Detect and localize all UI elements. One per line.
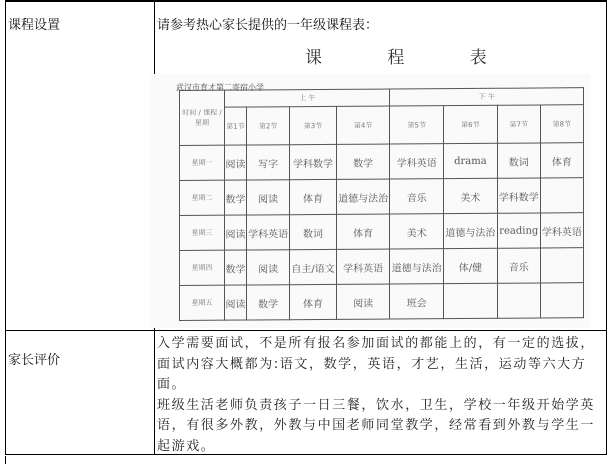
parent-evaluation-label: 家长评价 [8,353,61,368]
class-cell [540,178,583,213]
class-cell: 数词 [497,143,540,178]
day-label: 星期四 [180,250,225,285]
class-cell: reading [497,213,540,248]
class-cell: 学科英语 [247,215,290,250]
school-name: 武汉市育才第二寄宿小学 [176,83,264,92]
course-intro-text: 请参考热心家长提供的一年级课程表： [157,18,379,33]
period-header: 第6节 [444,105,498,143]
class-cell [540,283,583,318]
class-cell: 美术 [390,214,444,249]
class-cell: 体育 [540,143,583,178]
class-cell [444,283,498,318]
class-cell: 学科英语 [390,144,444,179]
parent-evaluation-text [157,334,602,457]
class-cell: 音乐 [497,248,540,283]
class-cell: 道德与法治 [390,249,444,284]
class-cell: 音乐 [390,179,444,214]
schedule-row [180,248,584,286]
class-cell: 阅读 [225,145,247,180]
class-cell: 学科数学 [290,144,337,179]
day-label: 星期一 [180,145,225,180]
class-cell: 写字 [247,145,290,180]
period-header: 第4节 [336,106,390,144]
period-header: 第8节 [540,105,583,143]
afternoon-header: 下 午 [390,88,584,106]
class-cell: 道德与法治 [444,213,498,248]
class-cell: 数学 [225,250,247,285]
class-cell: 阅读 [247,180,290,215]
class-cell [540,248,583,283]
class-cell: 阅读 [225,285,247,320]
class-cell: 道德与法治 [336,179,390,214]
class-cell: 体育 [290,284,337,319]
class-cell: 学科数学 [497,178,540,213]
day-label: 星期三 [180,215,225,250]
schedule-row [180,143,584,181]
schedule-row [180,213,584,251]
class-cell [497,283,540,318]
period-header: 第1节 [225,107,247,145]
class-cell: 体育 [290,179,337,214]
class-cell: 数词 [290,214,337,249]
day-label: 星期二 [180,180,225,215]
class-cell: 数学 [336,144,390,179]
row-divider [6,330,606,331]
schedule-title: 课 程 表 [305,48,517,68]
class-cell: 班会 [390,284,444,319]
corner-header: 时间 / 课程 / 星期 [180,90,225,145]
class-cell: 阅读 [225,215,247,250]
class-cell: 自主/语文 [290,249,337,284]
class-cell: drama [444,143,498,178]
schedule-table [179,87,584,321]
text-cursor [5,456,6,464]
course-setting-label: 课程设置 [8,18,61,33]
period-header: 第5节 [390,106,444,144]
class-cell: 阅读 [336,284,390,319]
class-cell: 阅读 [247,250,290,285]
day-label: 星期五 [180,285,225,320]
evaluation-paragraph: 入学需要面试，不是所有报名参加面试的都能上的，有一定的选拔，面试内容大概都为:语文，数学，英语，才艺，生活，运动等六大方面。 [157,336,596,392]
morning-header: 上 午 [225,89,390,107]
class-cell: 数学 [247,285,290,320]
schedule-row [180,178,584,216]
period-header: 第7节 [497,105,540,143]
class-cell: 体育 [336,214,390,249]
evaluation-paragraph: 班级生活老师负责孩子一日三餐，饮水，卫生，学校一年级开始学英语，有很多外教，外教与中国老师同堂教学，经常看到外教与学生一起游戏。 [157,397,596,454]
class-cell: 学科英语 [540,213,583,248]
schedule-row [180,283,584,321]
class-cell: 美术 [444,178,498,213]
class-cell: 体/健 [444,248,498,283]
class-cell: 学科英语 [336,249,390,284]
period-header: 第2节 [247,107,290,145]
class-cell: 数学 [225,180,247,215]
period-header: 第3节 [290,106,337,144]
